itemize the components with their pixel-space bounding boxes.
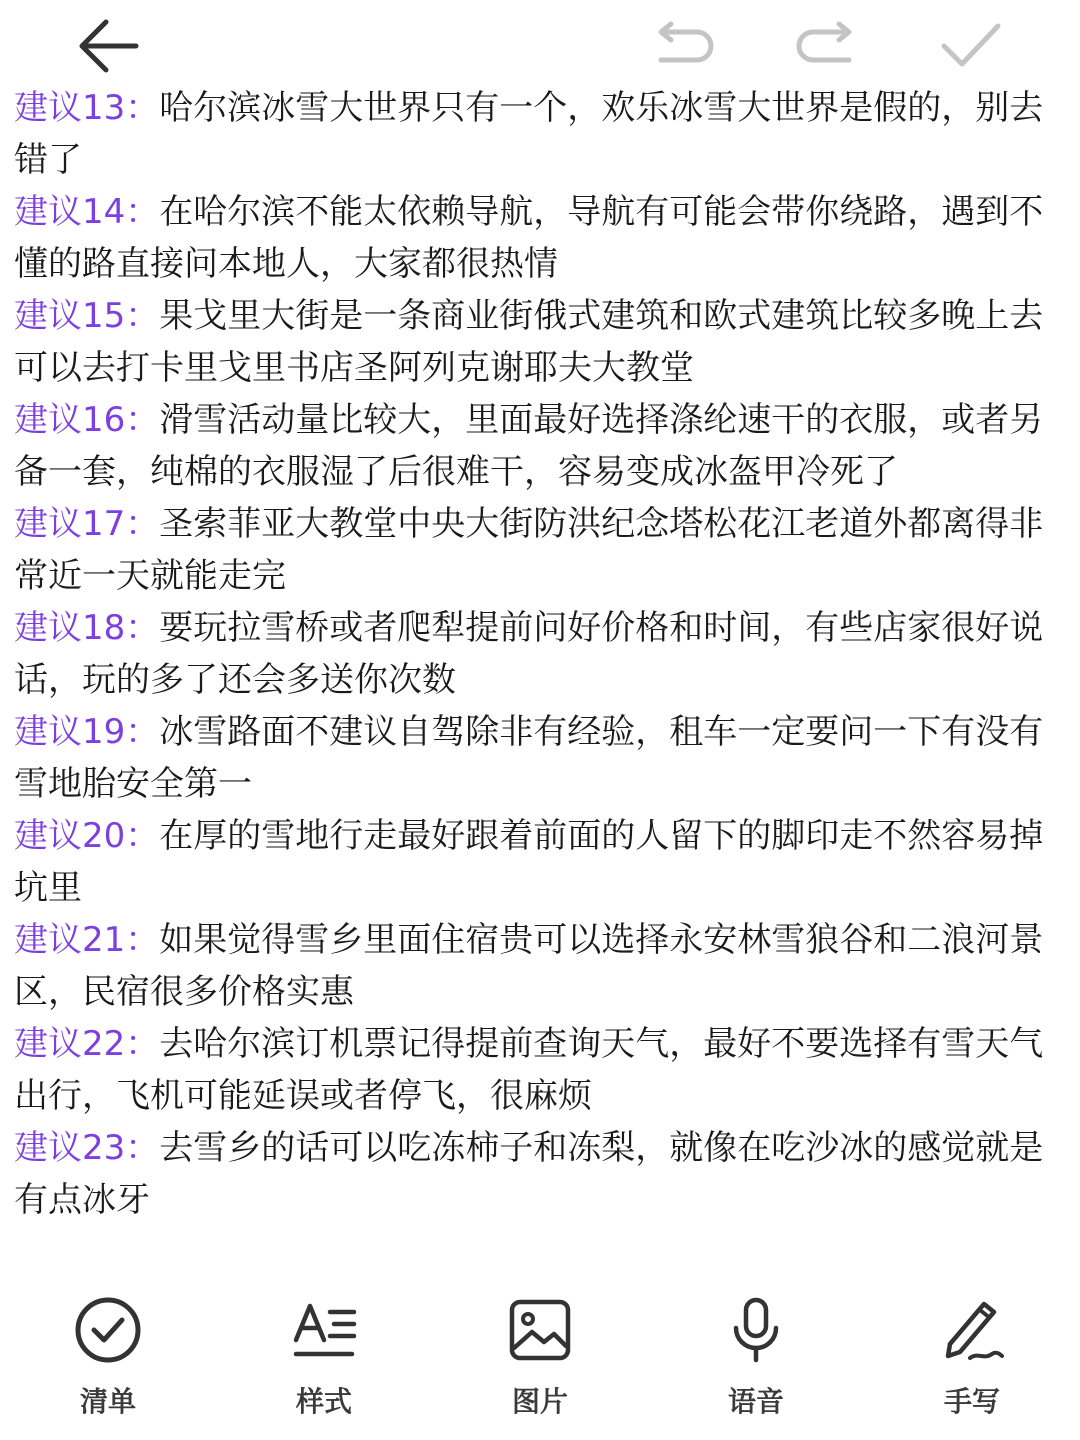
back-button[interactable] (68, 6, 148, 86)
note-entry (14, 1018, 1066, 1122)
text-style-icon (288, 1294, 360, 1366)
entry-label: 建议22： (14, 1024, 160, 1064)
note-entry (14, 394, 1066, 498)
entry-text: 在厚的雪地行走最好跟着前面的人留下的脚印走不然容易掉坑里 (14, 816, 1044, 908)
entry-text: 冰雪路面不建议自驾除非有经验，租车一定要问一下有没有雪地胎安全第一 (14, 712, 1044, 804)
checklist-label: 清单 (79, 1385, 136, 1418)
entry-label: 建议15： (14, 296, 160, 336)
note-editor[interactable] (14, 82, 1066, 1272)
entry-text: 要玩拉雪桥或者爬犁提前问好价格和时间，有些店家很好说话，玩的多了还会多送你次数 (14, 608, 1044, 700)
entry-label: 建议21： (14, 920, 160, 960)
entry-text: 圣索菲亚大教堂中央大街防洪纪念塔松花江老道外都离得非常近一天就能走完 (14, 504, 1044, 596)
note-entry (14, 186, 1066, 290)
redo-icon (791, 10, 863, 82)
note-entry (14, 914, 1066, 1018)
image-button[interactable] (470, 1290, 610, 1430)
text-style-label: 样式 (295, 1385, 352, 1418)
entry-label: 建议16： (14, 400, 160, 440)
text-style-button[interactable] (254, 1290, 394, 1430)
handwriting-label: 手写 (943, 1385, 1000, 1418)
note-entry (14, 498, 1066, 602)
undo-button[interactable] (643, 6, 723, 86)
note-entry (14, 810, 1066, 914)
entry-text: 如果觉得雪乡里面住宿贵可以选择永安林雪狼谷和二浪河景区，民宿很多价格实惠 (14, 920, 1044, 1012)
checklist-icon (72, 1294, 144, 1366)
note-entry (14, 706, 1066, 810)
note-entry (14, 1122, 1066, 1226)
voice-button[interactable] (686, 1290, 826, 1430)
entry-text: 果戈里大街是一条商业街俄式建筑和欧式建筑比较多晚上去可以去打卡里戈里书店圣阿列克谢耶夫大教堂 (14, 296, 1044, 388)
undo-icon (647, 10, 719, 82)
entry-label: 建议20： (14, 816, 160, 856)
entry-label: 建议17： (14, 504, 160, 544)
checkmark-icon (934, 10, 1006, 82)
entry-label: 建议14： (14, 192, 160, 232)
entry-label: 建议23： (14, 1128, 160, 1168)
entry-text: 去雪乡的话可以吃冻柿子和冻梨，就像在吃沙冰的感觉就是有点冰牙 (14, 1128, 1044, 1220)
redo-button[interactable] (787, 6, 867, 86)
image-icon (504, 1294, 576, 1366)
bottom-toolbar (0, 1290, 1080, 1440)
entry-text: 去哈尔滨订机票记得提前查询天气，最好不要选择有雪天气出行，飞机可能延误或者停飞，很麻烦 (14, 1024, 1044, 1116)
entry-text: 哈尔滨冰雪大世界只有一个，欢乐冰雪大世界是假的，别去错了 (14, 88, 1044, 180)
microphone-icon (720, 1294, 792, 1366)
entry-text: 滑雪活动量比较大，里面最好选择涤纶速干的衣服，或者另备一套，纯棉的衣服湿了后很难干，容易变成冰盔甲冷死了 (14, 400, 1044, 492)
handwriting-button[interactable] (902, 1290, 1042, 1430)
pen-icon (936, 1294, 1008, 1366)
note-entry (14, 602, 1066, 706)
entry-label: 建议19： (14, 712, 160, 752)
note-entry (14, 82, 1066, 186)
voice-label: 语音 (727, 1385, 784, 1418)
checklist-button[interactable] (38, 1290, 178, 1430)
note-entry (14, 290, 1066, 394)
done-button[interactable] (930, 6, 1010, 86)
top-toolbar (0, 0, 1080, 84)
entry-label: 建议13： (14, 88, 160, 128)
back-arrow-icon (72, 10, 144, 82)
entry-text: 在哈尔滨不能太依赖导航，导航有可能会带你绕路，遇到不懂的路直接问本地人，大家都很热情 (14, 192, 1044, 284)
entry-label: 建议18： (14, 608, 160, 648)
image-label: 图片 (511, 1385, 568, 1418)
